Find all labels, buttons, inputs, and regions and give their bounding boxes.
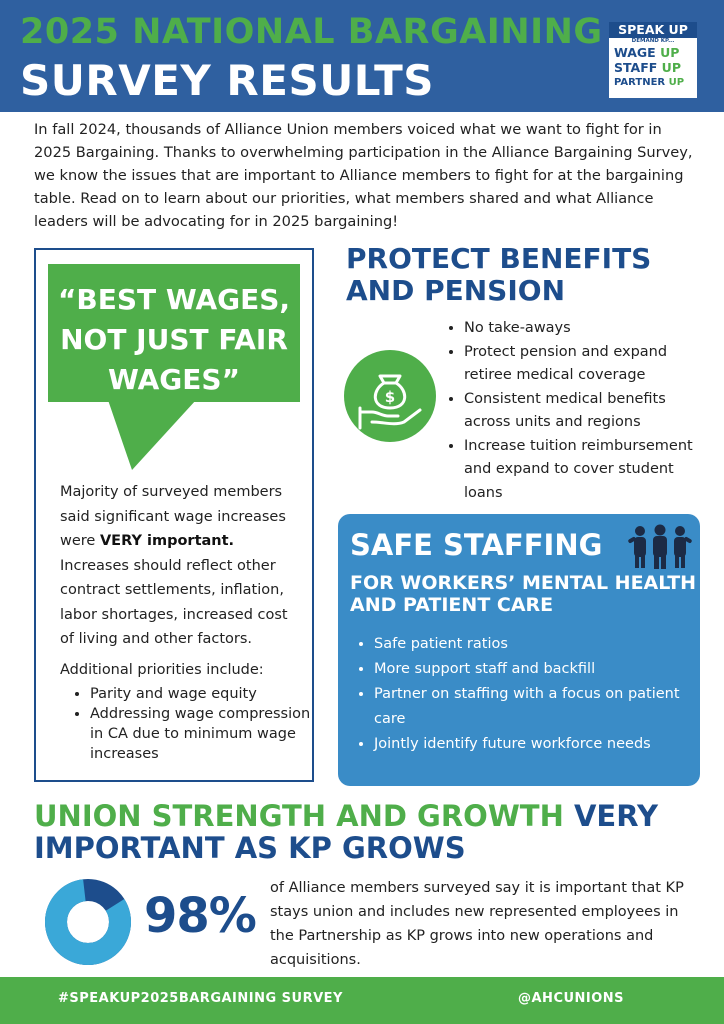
logo-row-staff <box>609 60 697 75</box>
intro-paragraph: In fall 2024, thousands of Alliance Union members voiced what we want to fight for in 2025 Bargaining. Thanks to overwhelming participation in the Alliance Bargaining Survey, we know the issues that are important to Alliance members to fight for at the bargaining table. Read on to learn about our priorities, what members shared and what Alliance leaders will be advocating for in 2025 bargaining! <box>34 121 693 230</box>
footer-hashtag: #SPEAKUP2025BARGAINING SURVEY <box>58 991 343 1006</box>
staffing-subtitle: FOR WORKERS’ MENTAL HEALTH AND PATIENT CARE <box>350 572 697 616</box>
list-item: • Partner on staffing with a focus on patient care <box>374 682 704 732</box>
quote-bubble-tail <box>108 400 196 470</box>
logo-row-staff-a: STAFF <box>614 60 662 75</box>
quote-bubble <box>48 264 300 402</box>
wages-text-b: Increases should reflect other contract settlements, inflation, labor shortages, increased cost of living and other factors. <box>60 557 288 647</box>
svg-text:$: $ <box>384 388 396 406</box>
union-description: of Alliance members surveyed say it is important that KP stays union and includes new represented employees in the Partnership as KP grows into new operations and acquisitions. <box>270 880 684 968</box>
wages-section <box>34 248 314 782</box>
benefits-list <box>448 317 714 505</box>
list-item: • Addressing wage compression in CA due to minimum wage increases <box>90 704 320 764</box>
page-title-line2: SURVEY RESULTS <box>20 56 435 105</box>
logo-row-wage-a: WAGE <box>614 45 661 60</box>
logo-row-wage-b: UP <box>660 45 680 60</box>
staffing-title: SAFE STAFFING <box>350 528 603 562</box>
percent-donut-chart <box>44 878 132 966</box>
staffing-section <box>338 514 700 786</box>
additional-priorities-list <box>76 684 320 764</box>
header-banner <box>0 0 724 112</box>
logo-row-wage <box>609 45 697 60</box>
list-item: • No take-aways <box>464 317 714 341</box>
benefits-title: PROTECT BENEFITS AND PENSION <box>346 242 652 307</box>
percent-value: 98% <box>144 888 256 944</box>
people-group-icon <box>628 524 692 574</box>
wages-text-a: Majority of surveyed members said significant wage increases were <box>60 484 286 549</box>
page-title-line1: 2025 NATIONAL BARGAINING <box>20 12 603 52</box>
logo-row-partner-a: PARTNER <box>614 77 669 88</box>
list-item: • Consistent medical benefits across units and regions <box>464 388 714 435</box>
speak-up-logo <box>609 22 697 98</box>
logo-row-partner <box>609 75 697 90</box>
additional-priorities-label: Additional priorities include: <box>60 662 264 678</box>
wages-quote: “BEST WAGES, NOT JUST FAIR WAGES” <box>57 283 291 396</box>
footer-bar <box>0 977 724 1024</box>
logo-row-partner-b: UP <box>668 77 685 88</box>
logo-sub-text: DEMAND KP... <box>631 38 675 44</box>
wages-description <box>60 480 300 652</box>
list-item: • Increase tuition reimbursement and expand to cover student loans <box>464 435 714 506</box>
logo-row-staff-b: UP <box>661 60 681 75</box>
list-item: • Safe patient ratios <box>374 632 704 657</box>
footer-handle: @AHCUNIONS <box>518 991 625 1006</box>
staffing-list <box>358 632 704 757</box>
list-item: • Jointly identify future workforce needs <box>374 732 704 757</box>
list-item: • Protect pension and expand retiree medical coverage <box>464 341 714 388</box>
union-title <box>34 800 714 864</box>
list-item: • Parity and wage equity <box>90 684 320 704</box>
union-title-blue: VERY IMPORTANT AS KP GROWS <box>34 799 658 865</box>
list-item: • More support staff and backfill <box>374 657 704 682</box>
money-bag-hand-icon <box>344 350 436 442</box>
logo-top-text: SPEAK UP <box>609 22 697 38</box>
wages-text-bold: VERY important. <box>99 533 235 549</box>
union-title-green: UNION STRENGTH AND GROWTH <box>34 799 574 833</box>
